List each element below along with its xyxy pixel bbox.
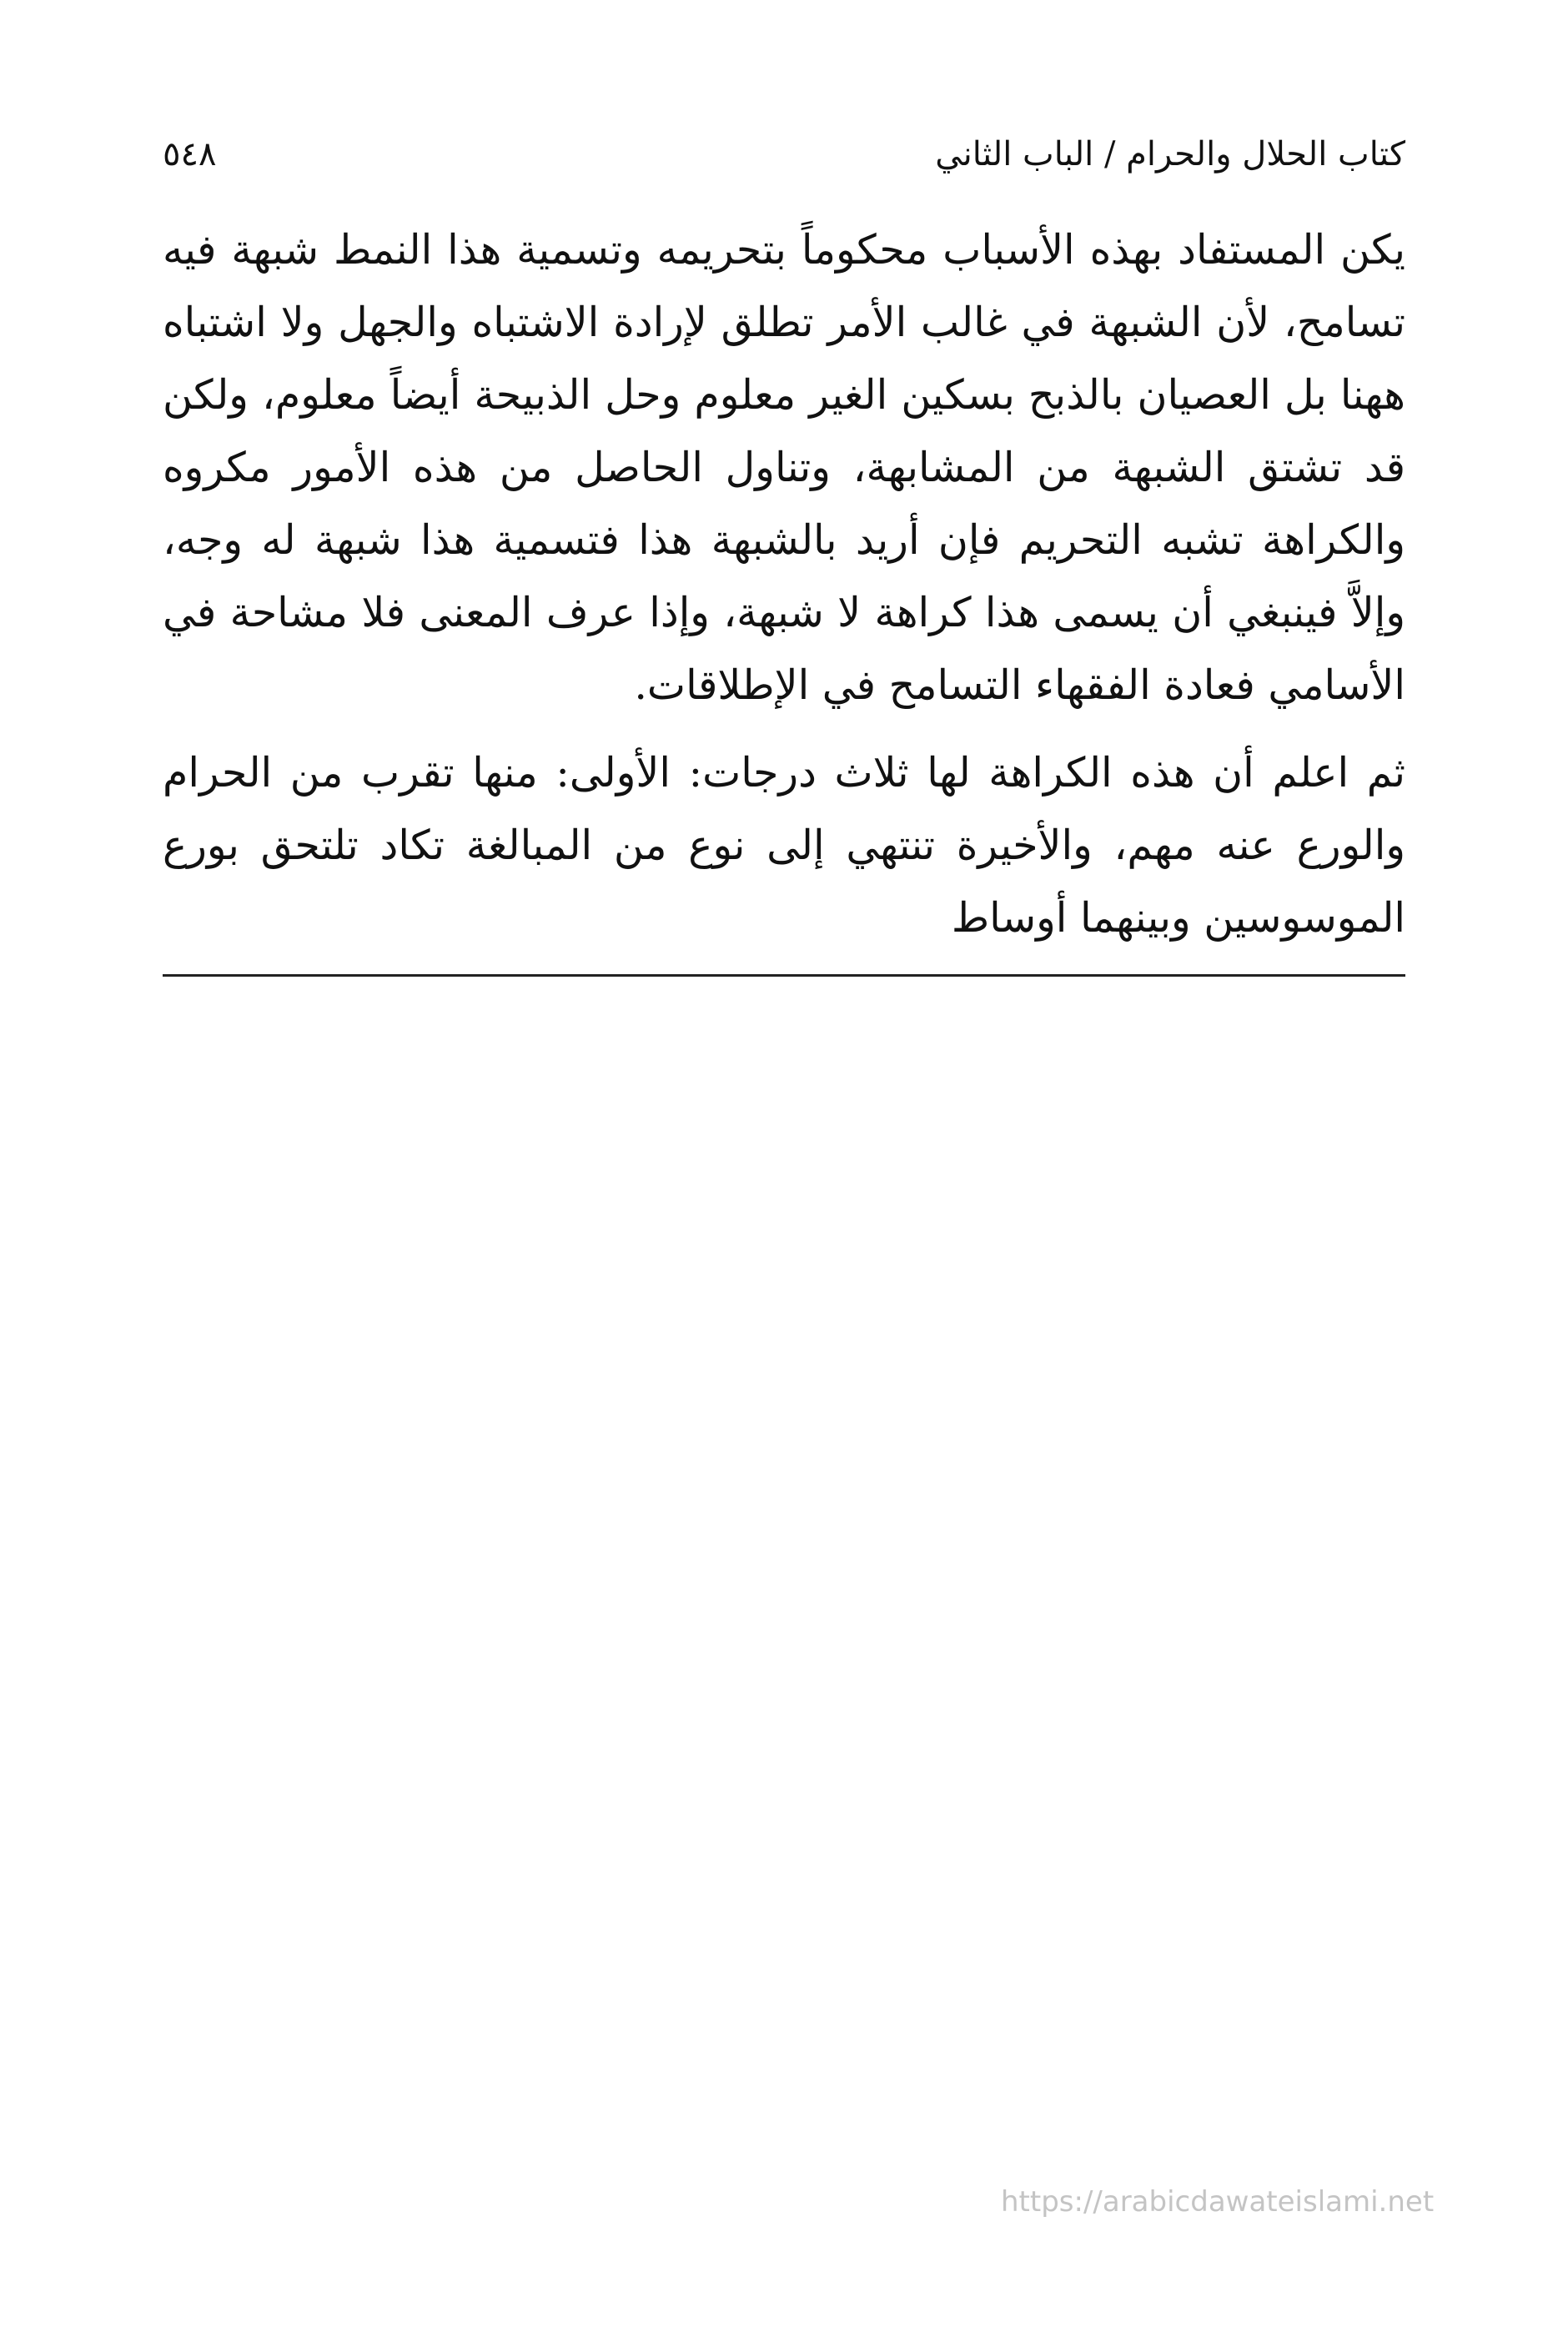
- page-number: ٥٤٨: [163, 135, 217, 173]
- watermark-url: https://arabicdawateislami.net: [1001, 2185, 1435, 2219]
- footnote-separator: [163, 974, 1405, 977]
- main-paragraph-2: ثم اعلم أن هذه الكراهة لها ثلاث درجات: الأولى: منها تقرب من الحرام والورع عنه مهم، والأخيرة تنتهي إلى نوع من المبالغة تكاد تلتحق بورع الموسوسين وبينهما أوساط: [163, 749, 1405, 942]
- running-title: كتاب الحلال والحرام / الباب الثاني: [935, 135, 1405, 173]
- main-paragraph-1: يكن المستفاد بهذه الأسباب محكوماً بتحريمه وتسمية هذا النمط شبهة فيه تسامح، لأن الشبهة في غالب الأمر تطلق لإرادة الاشتباه والجهل ولا اشتباه ههنا بل العصيان بالذبح بسكين الغير معلوم وحل الذبيحة أيضاً معلوم، ولكن قد تشتق الشبهة من المشابهة، وتناول الحاصل من هذه الأمور مكروه والكراهة تشبه التحريم فإن أريد بالشبهة هذا فتسمية هذا شبهة له وجه، وإلاَّ فينبغي أن يسمى هذا كراهة لا شبهة، وإذا عرف المعنى فلا مشاحة في الأسامي فعادة الفقهاء التسامح في الإطلاقات.: [163, 226, 1405, 709]
- main-text: [163, 214, 1405, 954]
- running-head: [163, 125, 1405, 183]
